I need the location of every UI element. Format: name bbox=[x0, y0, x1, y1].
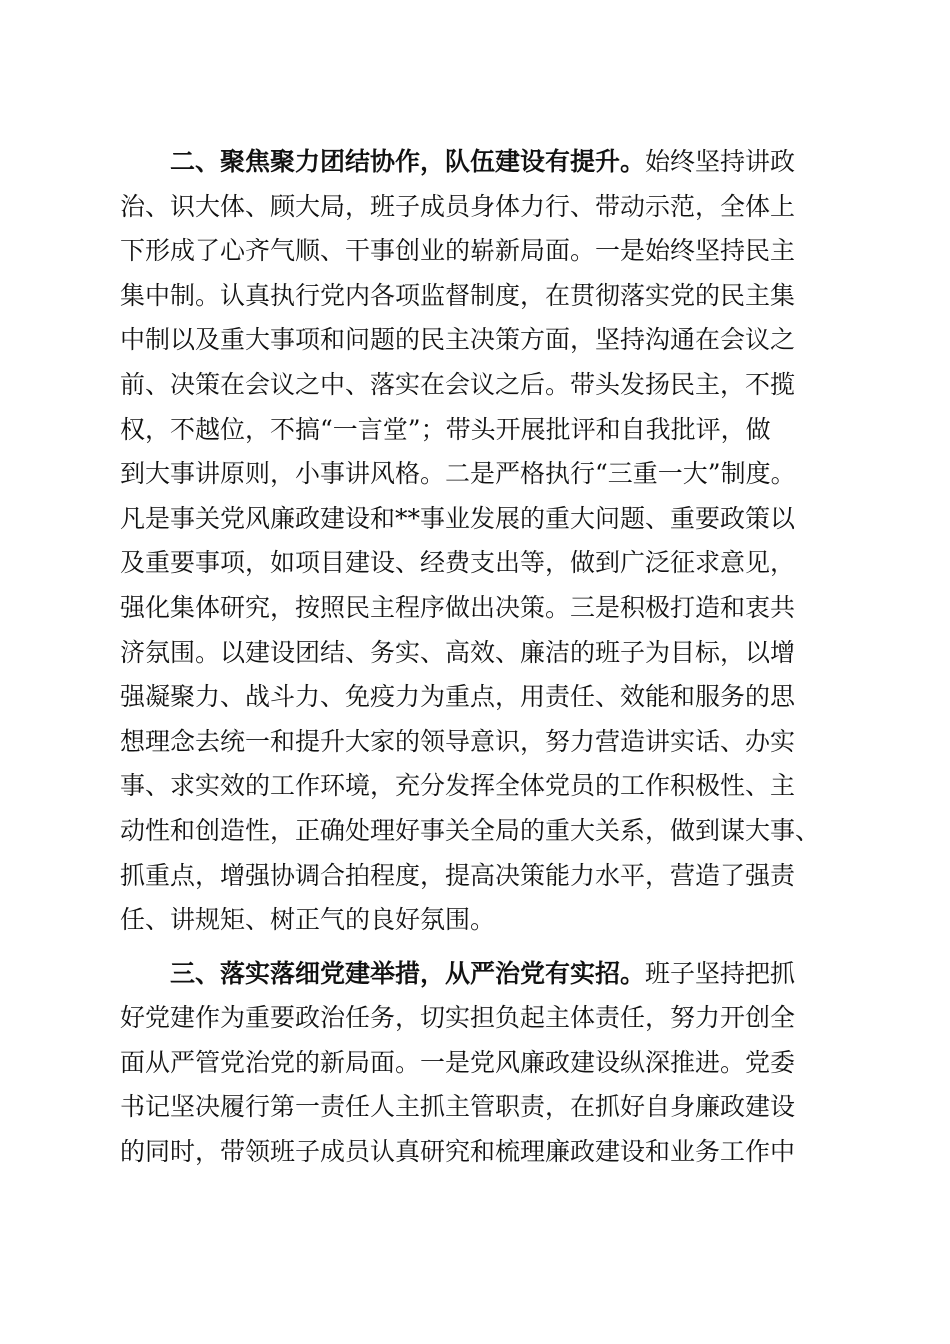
paragraph-line: 强化集体研究，按照民主程序做出决策。三是积极打造和衷共 bbox=[120, 592, 796, 622]
paragraph-line: 动性和创造性，正确处理好事关全局的重大关系，做到谋大事、 bbox=[120, 815, 821, 845]
line-text: 始终坚持讲政 bbox=[645, 147, 796, 176]
paragraph-line: 到大事讲原则，小事讲风格。二是严格执行“三重一大”制度。 bbox=[120, 459, 796, 489]
paragraph-line: 济氛围。以建设团结、务实、高效、廉洁的班子为目标，以增 bbox=[120, 637, 796, 667]
paragraph-line: 中制以及重大事项和问题的民主决策方面，坚持沟通在会议之 bbox=[120, 325, 796, 355]
paragraph-line: 凡是事关党风廉政建设和**事业发展的重大问题、重要政策以 bbox=[120, 503, 796, 533]
paragraph-line: 权，不越位，不搞“一言堂”；带头开展批评和自我批评，做 bbox=[120, 414, 771, 444]
paragraph-line: 想理念去统一和提升大家的领导意识，努力营造讲实话、办实 bbox=[120, 726, 796, 756]
section-heading: 二、聚焦聚力团结协作，队伍建设有提升。 bbox=[120, 147, 646, 176]
paragraph-line: 前、决策在会议之中、落实在会议之后。带头发扬民主，不揽 bbox=[120, 369, 796, 399]
paragraph-line: 书记坚决履行第一责任人主抓主管职责，在抓好自身廉政建设 bbox=[120, 1092, 796, 1122]
paragraph-line: 抓重点，增强协调合拍程度，提高决策能力水平，营造了强责 bbox=[120, 860, 796, 890]
paragraph-line: 任、讲规矩、树正气的良好氛围。 bbox=[120, 905, 496, 935]
paragraph-line: 面从严管党治党的新局面。一是党风廉政建设纵深推进。党委 bbox=[120, 1047, 796, 1077]
document-body bbox=[120, 140, 840, 1175]
paragraph-line: 及重要事项，如项目建设、经费支出等，做到广泛征求意见， bbox=[120, 548, 796, 578]
paragraph-line: 强凝聚力、战斗力、免疫力为重点，用责任、效能和服务的思 bbox=[120, 682, 796, 712]
paragraph-line: 的同时，带领班子成员认真研究和梳理廉政建设和业务工作中 bbox=[120, 1137, 796, 1167]
paragraph-line bbox=[120, 952, 840, 997]
paragraph-line: 集中制。认真执行党内各项监督制度，在贯彻落实党的民主集 bbox=[120, 280, 796, 310]
paragraph-line: 治、识大体、顾大局，班子成员身体力行、带动示范，全体上 bbox=[120, 191, 796, 221]
paragraph-line: 下形成了心齐气顺、干事创业的崭新局面。一是始终坚持民主 bbox=[120, 236, 796, 266]
section-heading: 三、落实落细党建举措，从严治党有实招。 bbox=[120, 958, 646, 988]
paragraph-line bbox=[120, 140, 840, 185]
paragraph-line: 事、求实效的工作环境，充分发挥全体党员的工作积极性、主 bbox=[120, 771, 796, 801]
line-text: 班子坚持把抓 bbox=[645, 958, 796, 988]
paragraph-line: 好党建作为重要政治任务，切实担负起主体责任，努力开创全 bbox=[120, 1003, 796, 1033]
